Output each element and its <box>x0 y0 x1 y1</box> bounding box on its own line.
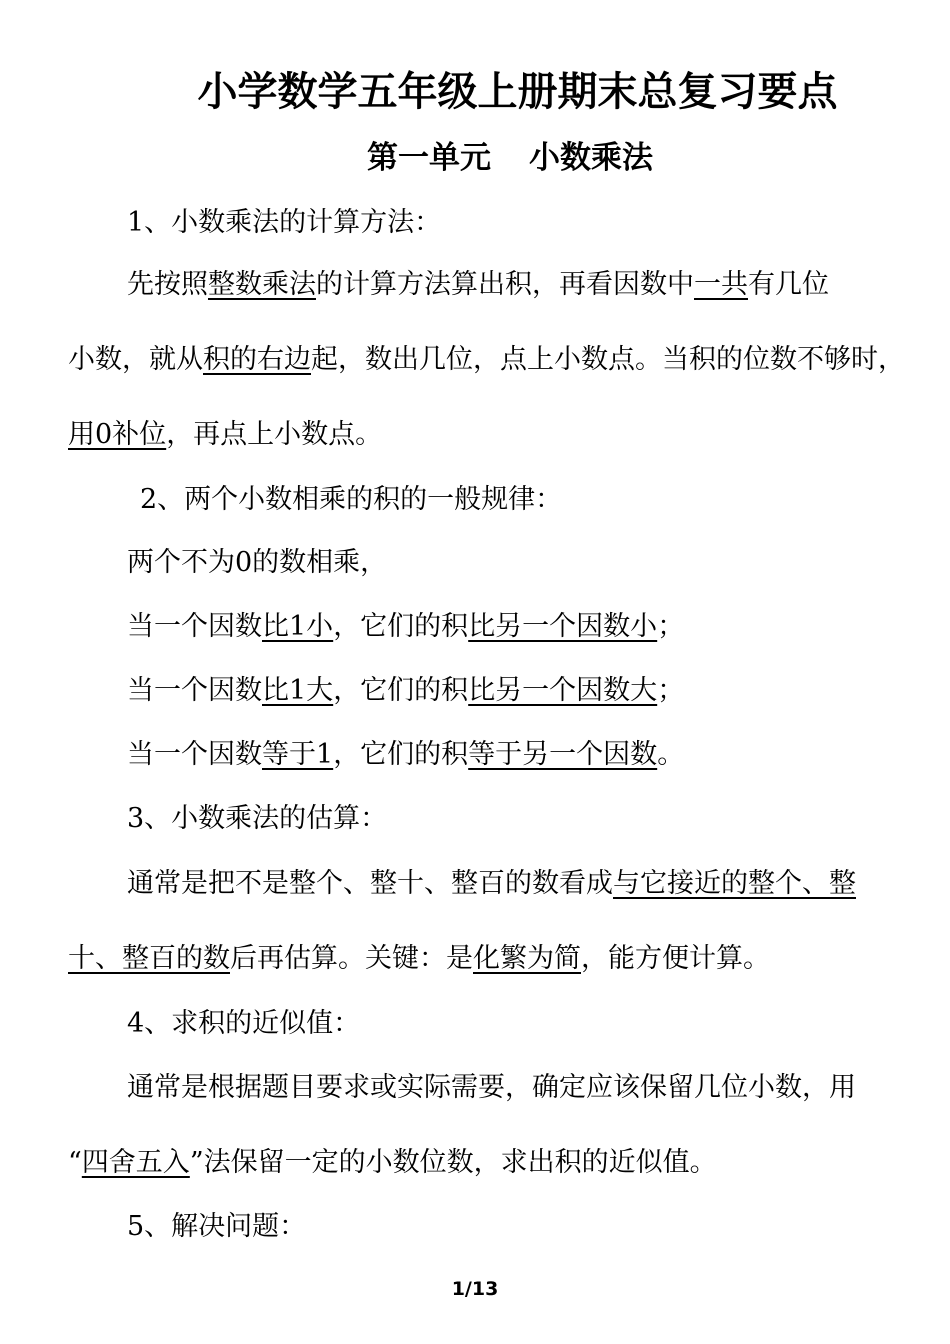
text-span: ，它们的积 <box>333 739 469 770</box>
section-2-heading: 2、两个小数相乘的积的一般规律： <box>140 484 563 515</box>
section-3-line-1 <box>127 866 856 902</box>
text-span: 当一个因数 <box>127 611 262 642</box>
section-2-rule-2 <box>127 673 684 709</box>
text-span: 后再估算。关键：是 <box>230 943 473 974</box>
section-1-heading: 1、小数乘法的计算方法： <box>127 207 442 238</box>
underlined-term: 化繁为简 <box>473 943 581 974</box>
underlined-term: 用0补位 <box>68 419 167 450</box>
text-span: 起，数出几位，点上小数点。当积的位数不够时， <box>311 344 905 375</box>
section-3-heading: 3、小数乘法的估算： <box>127 803 388 834</box>
section-2-rule-1 <box>127 609 684 645</box>
section-4-line-2 <box>68 1145 717 1181</box>
page-number: 1/13 <box>451 1278 499 1300</box>
underlined-term: 比1小 <box>262 611 334 642</box>
section-4-line-1: 通常是根据题目要求或实际需要，确定应该保留几位小数，用 <box>127 1072 856 1103</box>
text-span: 先按照 <box>127 269 208 300</box>
underlined-term: 一共 <box>694 269 748 300</box>
section-4-heading: 4、求积的近似值： <box>127 1008 361 1039</box>
underlined-term: 比另一个因数小 <box>468 611 658 642</box>
text-span: 有几位 <box>748 269 829 300</box>
unit-title <box>0 132 950 177</box>
section-1-line-2 <box>68 342 905 378</box>
text-span: “ <box>68 1147 82 1178</box>
text-span: 通常是把不是整个、整十、整百的数看成 <box>127 868 613 899</box>
section-1-line-3 <box>68 417 382 453</box>
section-2-intro: 两个不为0的数相乘， <box>127 547 388 578</box>
underlined-term: 等于1 <box>262 739 334 770</box>
section-2-rule-3 <box>127 737 684 773</box>
document-title: 小学数学五年级上册期末总复习要点 <box>197 69 838 115</box>
section-5-heading: 5、解决问题： <box>127 1211 307 1242</box>
underlined-term: 比另一个因数大 <box>468 675 658 706</box>
text-span: ，它们的积 <box>333 611 469 642</box>
text-span: 。 <box>657 739 685 770</box>
text-span: ； <box>657 675 685 706</box>
unit-number: 第一单元 <box>367 140 491 176</box>
text-span: 当一个因数 <box>127 675 262 706</box>
underlined-term: 比1大 <box>262 675 334 706</box>
section-3-line-2 <box>68 941 770 977</box>
underlined-term: 与它接近的整个、整 <box>613 868 856 899</box>
text-span: ”法保留一定的小数位数，求出积的近似值。 <box>189 1147 717 1178</box>
text-span: ，它们的积 <box>333 675 469 706</box>
underlined-term: 四舍五入 <box>81 1147 190 1178</box>
text-span: ，能方便计算。 <box>581 943 770 974</box>
text-span: ； <box>657 611 685 642</box>
text-span: 的计算方法算出积，再看因数中 <box>316 269 694 300</box>
underlined-term: 等于另一个因数 <box>468 739 658 770</box>
text-span: ，再点上小数点。 <box>166 419 383 450</box>
underlined-term: 整数乘法 <box>208 269 316 300</box>
unit-name: 小数乘法 <box>529 140 653 176</box>
section-1-line-1 <box>127 267 829 303</box>
text-span: 小数，就从 <box>68 344 203 375</box>
underlined-term: 积的右边 <box>203 344 311 375</box>
underlined-term: 十、整百的数 <box>68 943 230 974</box>
text-span: 当一个因数 <box>127 739 262 770</box>
